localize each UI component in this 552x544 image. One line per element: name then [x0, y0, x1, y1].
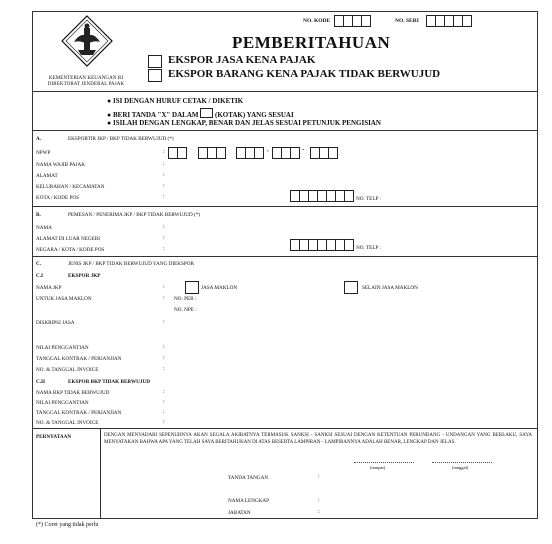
- pernyataan-text: DENGAN MENYADARI SEPENUHNYA AKAN SEGALA AKIBATNYA TERMASUK SANKSI - SANKSI SESUAI DENGAN KETENTUAN PERUNDANG - UNDANGAN YANG BERLAKU, SAYA MENYATAKAN BAHWA APA YANG TELAH SAYA BERITAHUKAN DI ATAS BESERTA LAMPIRAN - LAMPIRANNYA ADALAH BENAR, LENGKAP DAN JELAS.: [104, 433, 532, 445]
- telp-b-label: NO. TELP :: [356, 245, 381, 251]
- instruction-3: ● ISILAH DENGAN LENGKAP, BENAR DAN JELAS SESUAI PETUNJUK PENGISIAN: [107, 119, 381, 127]
- option2-label: EKSPOR BARANG KENA PAJAK TIDAK BERWUJUD: [168, 68, 441, 80]
- nama-lengkap-label: NAMA LENGKAP: [228, 498, 270, 504]
- telp-a-label: NO. TELP :: [356, 196, 381, 202]
- selain-jasa-maklon-checkbox[interactable]: [344, 281, 358, 294]
- no-peb-label: NO. PEB :: [174, 296, 197, 302]
- option2-checkbox[interactable]: [148, 69, 162, 82]
- no-kode-label: NO. KODE: [303, 18, 331, 24]
- jabatan-label: JABATAN: [228, 510, 251, 516]
- c1-code: C.I: [36, 273, 44, 279]
- c2-title: EKSPOR BKP TIDAK BERWUJUD: [68, 379, 151, 385]
- nilai-c2-label: NILAI PENGGANTIAN: [36, 400, 89, 406]
- no-seri-boxes[interactable]: [426, 15, 472, 27]
- alamat-ln-label: ALAMAT DI LUAR NEGERI: [36, 236, 101, 242]
- invoice-c2-label: NO. & TANGGAL INVOICE: [36, 420, 99, 426]
- npwp-boxes-2[interactable]: [198, 147, 226, 159]
- kota-label: KOTA / KODE POS: [36, 195, 79, 201]
- instruction-1: ● ISI DENGAN HURUF CETAK / DIKETIK: [107, 97, 244, 105]
- nama-wp-label: NAMA WAJIB PAJAK: [36, 162, 86, 168]
- pernyataan-label: PERNYATAAN: [36, 434, 72, 440]
- tanda-tangan-label: TANDA TANGAN: [228, 475, 269, 481]
- section-a-top: [32, 130, 537, 131]
- footnote: (*) Coret yang tidak perlu: [36, 522, 99, 528]
- section-c-title: JENIS JKP / BKP TIDAK BERWUJUD YANG DIEKSPOR: [68, 261, 194, 267]
- npwp-boxes-4[interactable]: [272, 147, 300, 159]
- selain-jasa-maklon-label: SELAIN JASA MAKLON: [362, 285, 418, 291]
- tanggal-c2-label: TANGGAL KONTRAK / PERJANJIAN: [36, 410, 122, 416]
- kodepos-b-boxes[interactable]: [290, 239, 354, 251]
- alamat-label: ALAMAT: [36, 173, 58, 179]
- jasa-maklon-label: JASA MAKLON: [201, 285, 238, 291]
- invoice-c1-label: NO. & TANGGAL INVOICE: [36, 367, 99, 373]
- npwp-boxes-5[interactable]: [310, 147, 338, 159]
- tanggal-sign-label: (tanggal): [452, 465, 469, 470]
- kodepos-a-boxes[interactable]: [290, 190, 354, 202]
- nilai-c1-label: NILAI PENGGANTIAN: [36, 345, 89, 351]
- section-b-top: [32, 206, 537, 207]
- no-seri-label: NO. SERI: [395, 18, 419, 24]
- c2-code: C.II: [36, 379, 46, 385]
- section-c-letter: C.: [36, 261, 42, 267]
- no-npe-label: NO. NPE :: [174, 307, 197, 313]
- option1-label: EKSPOR JASA KENA PAJAK: [168, 54, 316, 66]
- deskripsi-label: DISKRIPSI JASA: [36, 320, 75, 326]
- no-kode-boxes[interactable]: [334, 15, 371, 27]
- garuda-emblem-icon: [60, 14, 114, 68]
- pernyataan-divider: [100, 428, 101, 518]
- npwp-boxes-3[interactable]: [236, 147, 264, 159]
- agency-line1: KEMENTERIAN KEUANGAN RI: [48, 76, 124, 81]
- option1-checkbox[interactable]: [148, 55, 162, 68]
- npwp-label: NPWP: [36, 150, 51, 156]
- section-b-letter: B.: [36, 212, 41, 218]
- section-a-title: EKSPORTIR JKP / BKP TIDAK BERWUJUD (*): [68, 136, 174, 142]
- tempat-label: (tempat): [370, 465, 386, 470]
- agency-line2: DIREKTORAT JENDERAL PAJAK: [47, 82, 125, 87]
- instruction-2: ● BERI TANDA "X" DALAM (KOTAK) YANG SESUAI: [107, 108, 294, 119]
- npwp-boxes-1[interactable]: [168, 147, 187, 159]
- tanggal-c1-label: TANGGAL KONTRAK / PERJANJIAN: [36, 356, 122, 362]
- pernyataan-top: [32, 428, 537, 429]
- untuk-jasa-maklon-label: UNTUK JASA MAKLON: [36, 296, 92, 302]
- kelurahan-label: KELURAHAN / KECAMATAN: [36, 184, 105, 190]
- nama-jkp-label: NAMA JKP: [36, 285, 62, 291]
- page-title: PEMBERITAHUAN: [232, 33, 391, 52]
- jasa-maklon-checkbox[interactable]: [185, 281, 199, 294]
- header-divider: [32, 91, 537, 92]
- nama-bkp-label: NAMA BKP TIDAK BERWUJUD: [36, 390, 110, 396]
- negara-label: NEGARA / KOTA / KODE POS: [36, 247, 105, 253]
- section-a-letter: A.: [36, 136, 42, 142]
- c1-title: EKSPOR JKP: [68, 273, 101, 279]
- nama-b-label: NAMA: [36, 225, 52, 231]
- section-b-title: PEMESAN / PENERIMA JKP / BKP TIDAK BERWUJUD (*): [68, 212, 201, 218]
- section-c-top: [32, 256, 537, 257]
